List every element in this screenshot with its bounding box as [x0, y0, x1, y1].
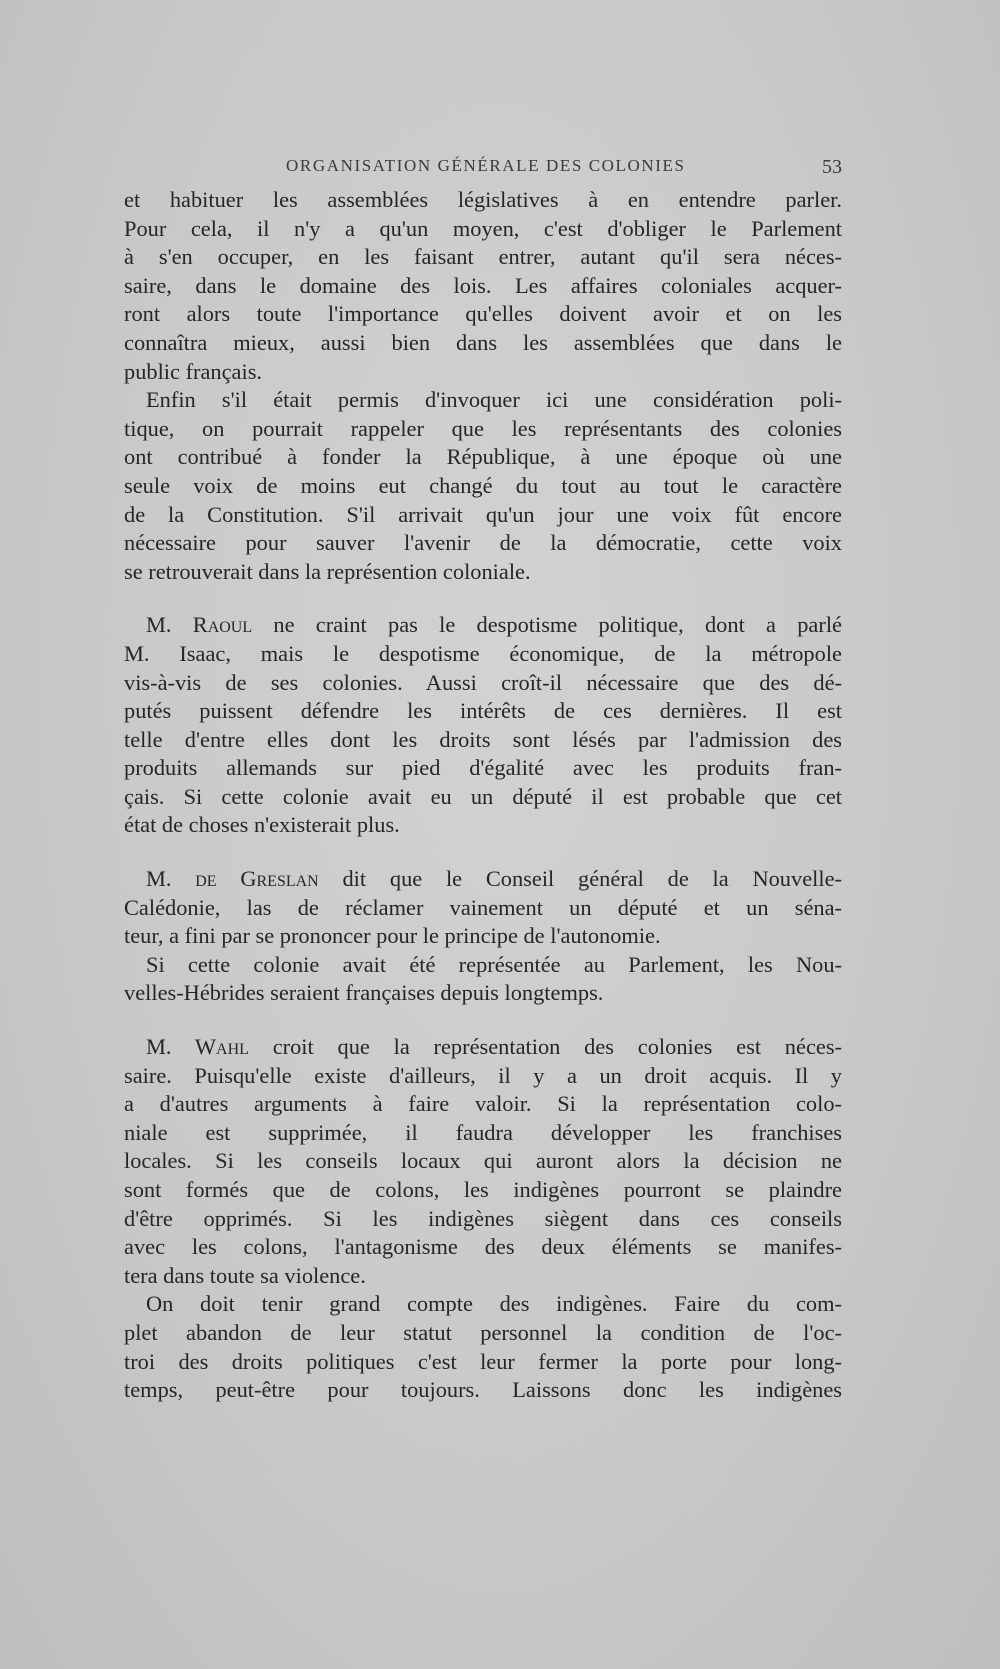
text-line: état de choses n'existerait plus. [124, 812, 400, 838]
text-line: a d'autres arguments à faire valoir. Si la représentation colo- [124, 1091, 842, 1117]
text-line: produits allemands sur pied d'égalité avec les produits fran- [124, 755, 842, 781]
text-line: vis-à-vis de ses colonies. Aussi croît-il nécessaire que des dé- [124, 669, 842, 695]
text-line: niale est supprimée, il faudra développer les franchises [124, 1119, 842, 1145]
text-line: telle d'entre elles dont les droits sont lésés par l'admission des [124, 726, 842, 752]
paragraph-wahl [124, 1033, 842, 1290]
text-line: troi des droits politiques c'est leur fermer la porte pour long- [124, 1348, 842, 1374]
paragraph-gap [124, 840, 842, 865]
text-line: seule voix de moins eut changé du tout au tout le caractère [124, 472, 842, 498]
text-line: Pour cela, il n'y a qu'un moyen, c'est d'obliger le Parlement [124, 215, 842, 241]
text-line: temps, peut-être pour toujours. Laissons donc les indigènes [124, 1377, 842, 1403]
speaker-name: M. Wahl [146, 1034, 249, 1060]
text-line: connaîtra mieux, aussi bien dans les assemblées que dans le [124, 329, 842, 355]
text-line: se retrouverait dans la représention coloniale. [124, 558, 531, 584]
text-line: velles-Hébrides seraient françaises depuis longtemps. [124, 980, 604, 1006]
text-line: sont formés que de colons, les indigènes pourront se plaindre [124, 1177, 842, 1202]
text-line: de la Constitution. S'il arrivait qu'un jour une voix fût encore [124, 501, 842, 527]
text-line: Enfin s'il était permis d'invoquer ici une considération poli- [146, 387, 842, 413]
paragraph-gap [124, 1008, 842, 1033]
page-header [126, 156, 844, 180]
text-line: Calédonie, las de réclamer vainement un député et un séna- [124, 894, 842, 920]
text-line: çais. Si cette colonie avait eu un député il est probable que cet [124, 783, 842, 809]
text-line: à s'en occuper, en les faisant entrer, autant qu'il sera néces- [124, 244, 842, 270]
page-body [124, 186, 842, 1405]
text-fragment: croit que la représentation des colonies est néces- [272, 1034, 842, 1060]
text-line: putés puissent défendre les intérêts de ces dernières. Il est [124, 698, 842, 724]
text-line: ront alors toute l'importance qu'elles doivent avoir et on les [124, 301, 842, 327]
text-fragment: ne craint pas le despotisme politique, dont a parlé [273, 612, 842, 638]
text-line: nécessaire pour sauver l'avenir de la démocratie, cette voix [124, 530, 842, 556]
speaker-name: M. Raoul [146, 612, 253, 638]
paragraph-indigenes [124, 1290, 842, 1404]
paragraph-continuation [124, 186, 842, 386]
text-line: Si cette colonie avait été représentée au Parlement, les Nou- [146, 951, 842, 977]
paragraph-greslan [124, 865, 842, 951]
running-title: ORGANISATION GÉNÉRALE DES COLONIES [286, 156, 686, 175]
text-line: d'être opprimés. Si les indigènes siègent dans ces conseils [124, 1205, 842, 1231]
text-line: locales. Si les conseils locaux qui auront alors la décision ne [124, 1148, 842, 1174]
text-line: teur, a fini par se prononcer pour le principe de l'autonomie. [124, 923, 661, 949]
paragraph-gap [124, 586, 842, 611]
text-line: et habituer les assemblées législatives à en entendre parler. [124, 187, 842, 212]
paragraph-enfin [124, 386, 842, 586]
text-line: ont contribué à fonder la République, à une époque où une [124, 444, 842, 470]
text-line: saire, dans le domaine des lois. Les affaires coloniales acquer- [124, 272, 842, 298]
text-line: tique, on pourrait rappeler que les représentants des colonies [124, 415, 842, 441]
text-fragment: dit que le Conseil général de la Nouvelle- [342, 866, 842, 892]
text-line: On doit tenir grand compte des indigènes. Faire du com- [146, 1291, 842, 1317]
speaker-name: M. de Greslan [146, 866, 319, 892]
page-number: 53 [822, 156, 842, 178]
paragraph-raoul [124, 611, 842, 840]
text-line [124, 1033, 842, 1062]
text-line: M. Isaac, mais le despotisme économique, de la métropole [124, 640, 842, 666]
text-line [124, 611, 842, 640]
text-line: avec les colons, l'antagonisme des deux éléments se manifes- [124, 1234, 842, 1260]
text-line: saire. Puisqu'elle existe d'ailleurs, il y a un droit acquis. Il y [124, 1062, 842, 1088]
text-line: plet abandon de leur statut personnel la condition de l'oc- [124, 1319, 842, 1345]
paragraph-colonie [124, 951, 842, 1008]
text-line [124, 865, 842, 894]
text-line: tera dans toute sa violence. [124, 1262, 366, 1288]
text-line: public français. [124, 358, 263, 384]
